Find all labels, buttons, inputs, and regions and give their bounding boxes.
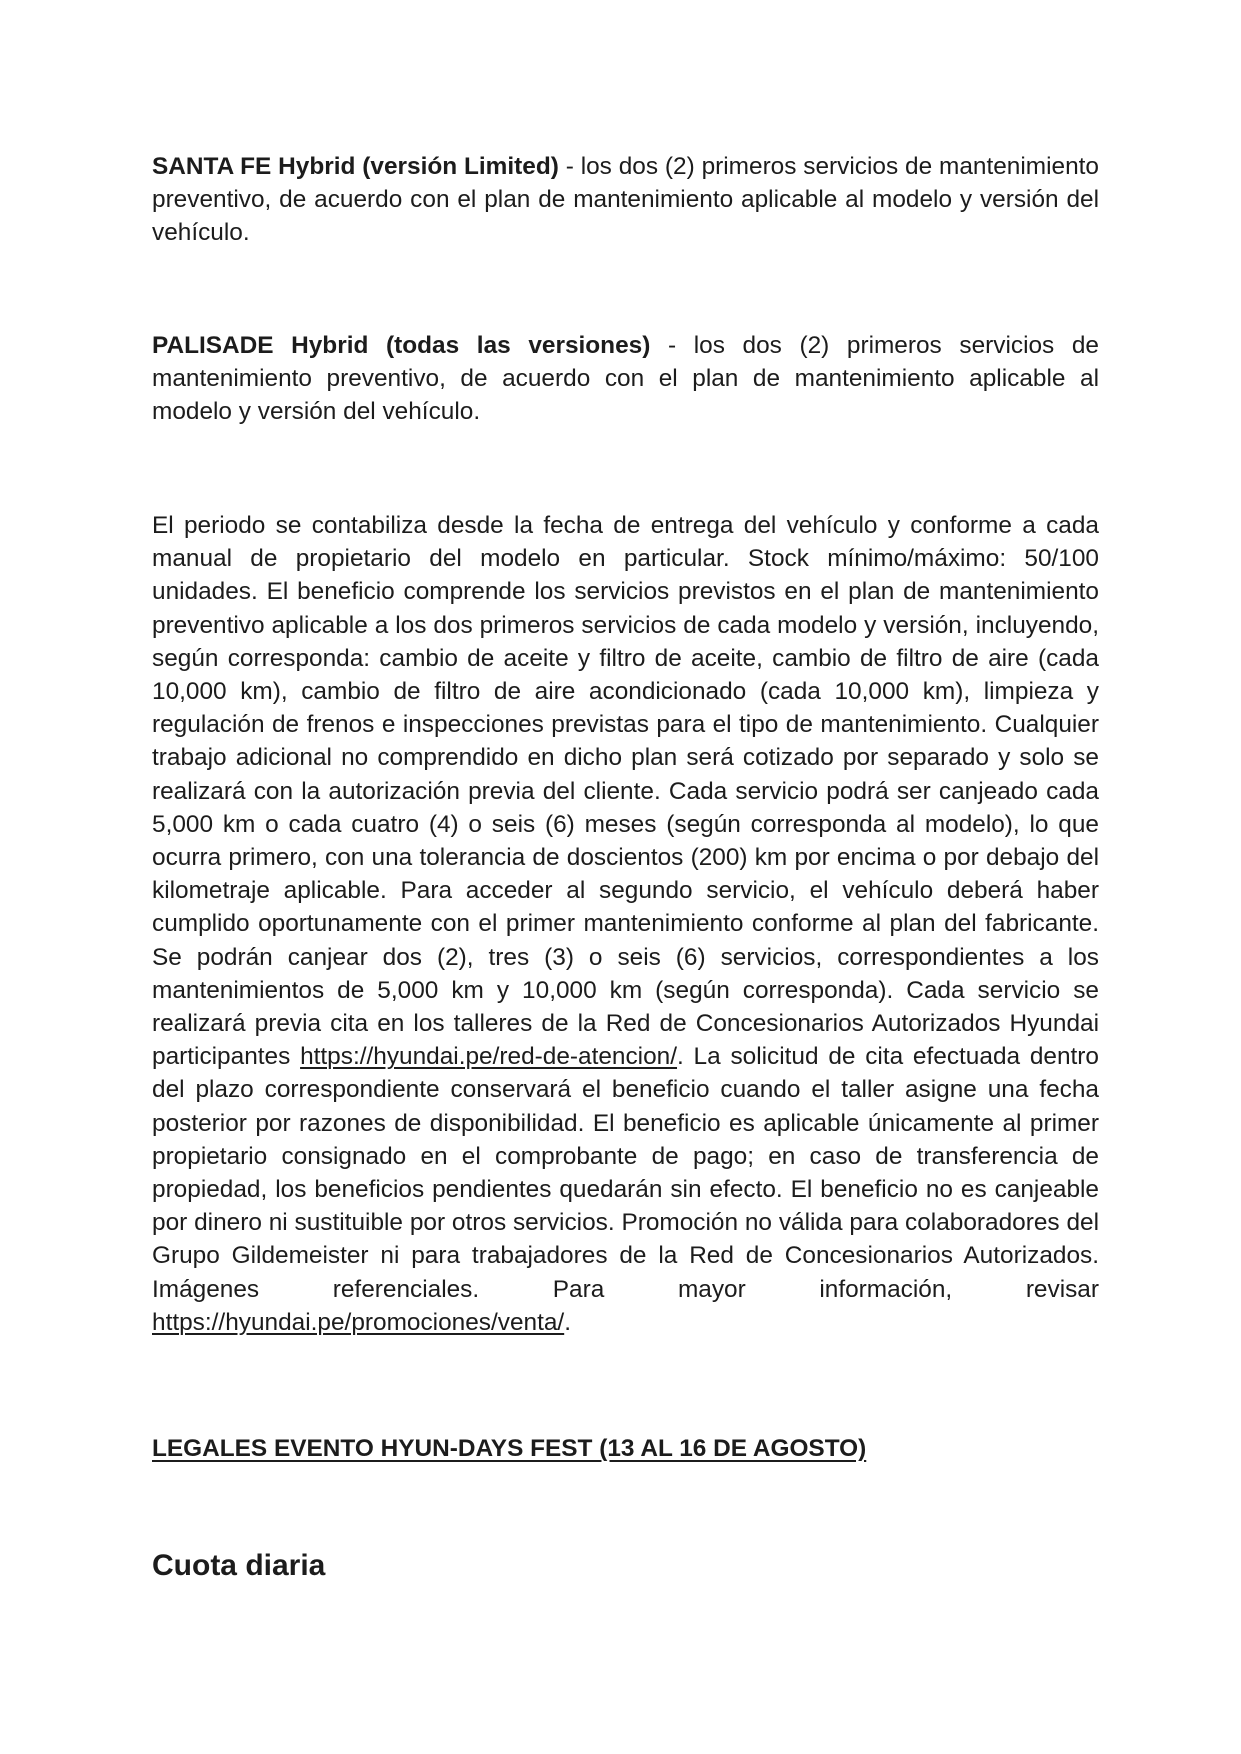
palisade-title: PALISADE Hybrid (todas las versiones) (152, 332, 651, 359)
red-de-atencion-link[interactable]: https://hyundai.pe/red-de-atencion/ (300, 1043, 678, 1071)
santa-fe-paragraph (152, 150, 1099, 250)
santa-fe-body: - los dos (2) primeros servicios de mantenimiento preventivo, de acuerdo con el plan de mantenimiento aplicable al modelo y versión del vehículo. (152, 153, 1099, 247)
promociones-venta-link[interactable]: https://hyundai.pe/promociones/venta/ (152, 1308, 565, 1336)
palisade-body: - los dos (2) primeros servicios de mantenimiento preventivo, de acuerdo con el plan de mantenimiento aplicable al modelo y versión del vehículo. (152, 332, 1099, 426)
santa-fe-title: SANTA FE Hybrid (versión Limited) (152, 153, 559, 180)
terms-text-1: El periodo se contabiliza desde la fecha de entrega del vehículo y conforme a cada manual de propietario del modelo en particular. Stock mínimo/máximo: 50/100 unidades. El beneficio comprende los servicios previstos en el plan de mantenimiento preventivo aplicable a los dos primeros servicios de cada modelo y versión, incluyendo, según corresponda: cambio de aceite y filtro de aceite, cambio de filtro de aire (cada 10,000 km), cambio de filtro de aire acondicionado (cada 10,000 km), limpieza y regulación de frenos e inspecciones previstas para el tipo de mantenimiento. Cualquier trabajo adicional no comprendido en dicho plan será cotizado por separado y solo se realizará con la autorización previa del cliente. Cada servicio podrá ser canjeado cada 5,000 km o cada cuatro (4) o seis (6) meses (según corresponda al modelo), lo que ocurra primero, con una tolerancia de doscientos (200) km por encima o por debajo del kilometraje aplicable. Para acceder al segundo servicio, el vehículo deberá haber cumplido oportunamente con el primer mantenimiento conforme al plan del fabricante. Se podrán canjear dos (2), tres (3) o seis (6) servicios, correspondientes a los mantenimientos de 5,000 km y 10,000 km (según corresponda). Cada servicio se realizará previa cita en los talleres de la Red de Concesionarios Autorizados Hyundai participantes (152, 512, 1099, 1071)
terms-text-2: . La solicitud de cita efectuada dentro del plazo correspondiente conservará el beneficio cuando el taller asigne una fecha posterior por razones de disponibilidad. El beneficio es aplicable únicamente al primer propietario consignado en el comprobante de pago; en caso de transferencia de propiedad, los beneficios pendientes quedarán sin efecto. El beneficio no es canjeable por dinero ni sustituible por otros servicios. Promoción no válida para colaboradores del Grupo Gildemeister ni para trabajadores de la Red de Concesionarios Autorizados. Imágenes referenciales. Para mayor información, revisar (152, 1043, 1099, 1303)
terms-paragraph (152, 509, 1099, 1339)
cuota-diaria-heading: Cuota diaria (152, 1549, 326, 1582)
palisade-paragraph (152, 329, 1099, 429)
terms-text-3: . (564, 1308, 571, 1336)
legales-heading: LEGALES EVENTO HYUN-DAYS FEST (13 AL 16 DE AGOSTO) (152, 1435, 867, 1462)
